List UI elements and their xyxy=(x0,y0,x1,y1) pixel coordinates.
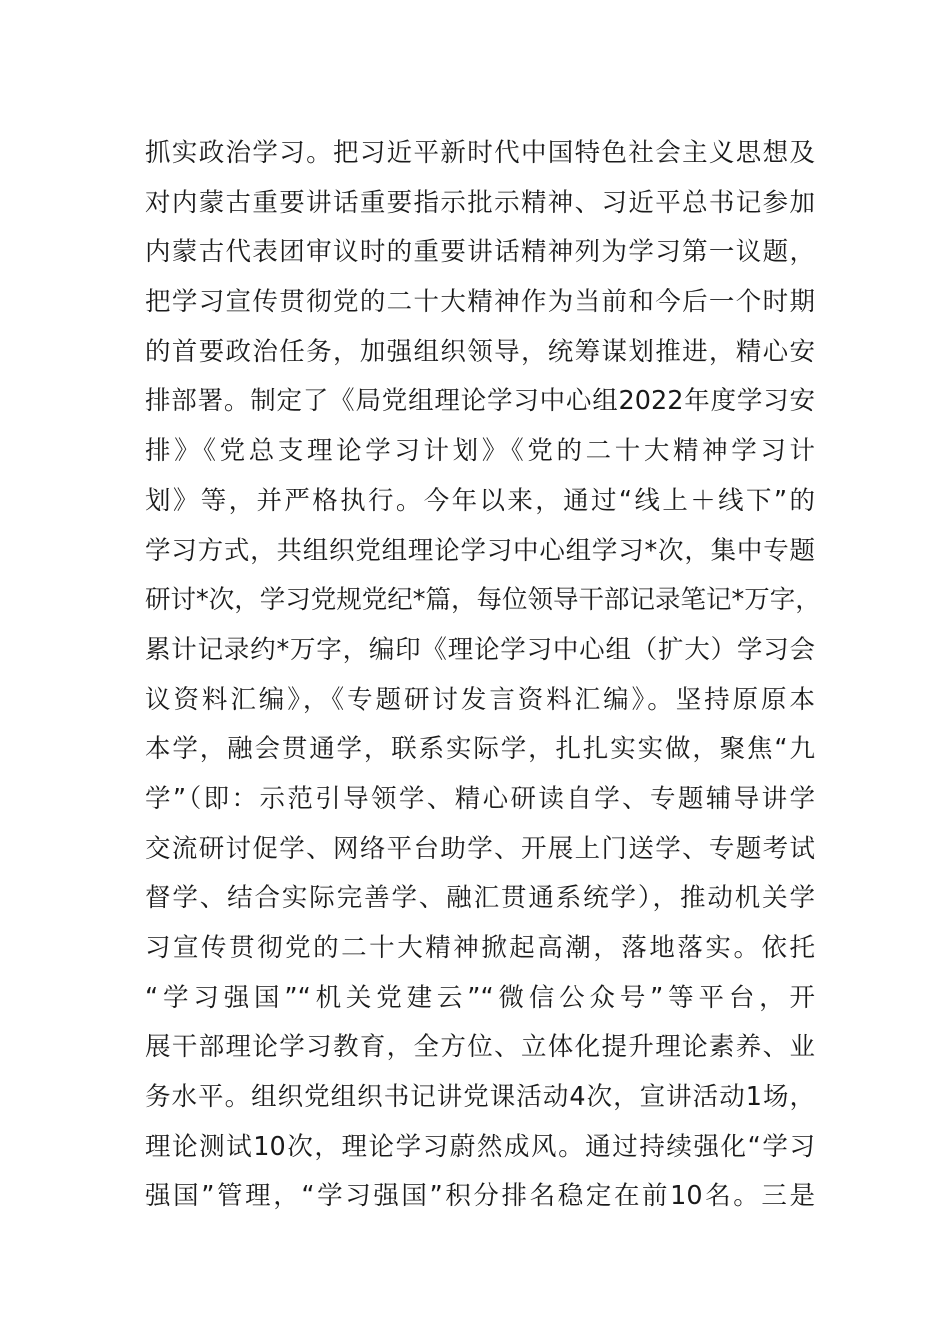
paragraph-line: 学习方式，共组织党组理论学习中心组学习*次，集中专题 xyxy=(145,535,815,566)
paragraph-line: 理论测试10次，理论学习蔚然成风。通过持续强化“学习 xyxy=(145,1131,815,1162)
paragraph-line: 交流研讨促学、网络平台助学、开展上门送学、专题考试 xyxy=(145,833,815,864)
paragraph-line: 强国”管理，“学习强国”积分排名稳定在前10名。三是 xyxy=(145,1181,815,1212)
paragraph-line: “学习强国”“机关党建云”“微信公众号”等平台，开 xyxy=(145,982,815,1013)
paragraph-line: 内蒙古代表团审议时的重要讲话精神列为学习第一议题， xyxy=(145,237,815,268)
paragraph-line: 本学，融会贯通学，联系实际学，扎扎实实做，聚焦“九 xyxy=(145,734,815,765)
paragraph-line: 展干部理论学习教育，全方位、立体化提升理论素养、业 xyxy=(145,1032,815,1063)
paragraph-line: 划》等，并严格执行。今年以来，通过“线上＋线下”的 xyxy=(145,485,815,516)
paragraph-line: 的首要政治任务，加强组织领导，统筹谋划推进，精心安 xyxy=(145,336,815,367)
paragraph-line: 习宣传贯彻党的二十大精神掀起高潮，落地落实。依托 xyxy=(145,933,815,963)
paragraph-line: 把学习宣传贯彻党的二十大精神作为当前和今后一个时期 xyxy=(145,287,815,318)
paragraph-line: 学”（即：示范引导领学、精心研读自学、专题辅导讲学 xyxy=(145,783,815,814)
paragraph-line: 抓实政治学习。把习近平新时代中国特色社会主义思想及 xyxy=(145,138,815,168)
paragraph-line: 排部署。制定了《局党组理论学习中心组2022年度学习安 xyxy=(145,386,815,417)
paragraph-line: 研讨*次，学习党规党纪*篇，每位领导干部记录笔记*万字， xyxy=(145,585,821,616)
paragraph-line: 排》《党总支理论学习计划》《党的二十大精神学习计 xyxy=(145,436,815,467)
paragraph-line: 对内蒙古重要讲话重要指示批示精神、习近平总书记参加 xyxy=(145,187,815,218)
paragraph-line: 务水平。组织党组织书记讲党课活动4次，宣讲活动1场， xyxy=(145,1082,815,1113)
body-paragraph xyxy=(145,129,821,1222)
paragraph-line: 议资料汇编》，《专题研讨发言资料汇编》。坚持原原本 xyxy=(145,684,815,715)
paragraph-line: 累计记录约*万字，编印《理论学习中心组（扩大）学习会 xyxy=(145,634,815,665)
paragraph-line: 督学、结合实际完善学、融汇贯通系统学），推动机关学 xyxy=(145,883,815,914)
